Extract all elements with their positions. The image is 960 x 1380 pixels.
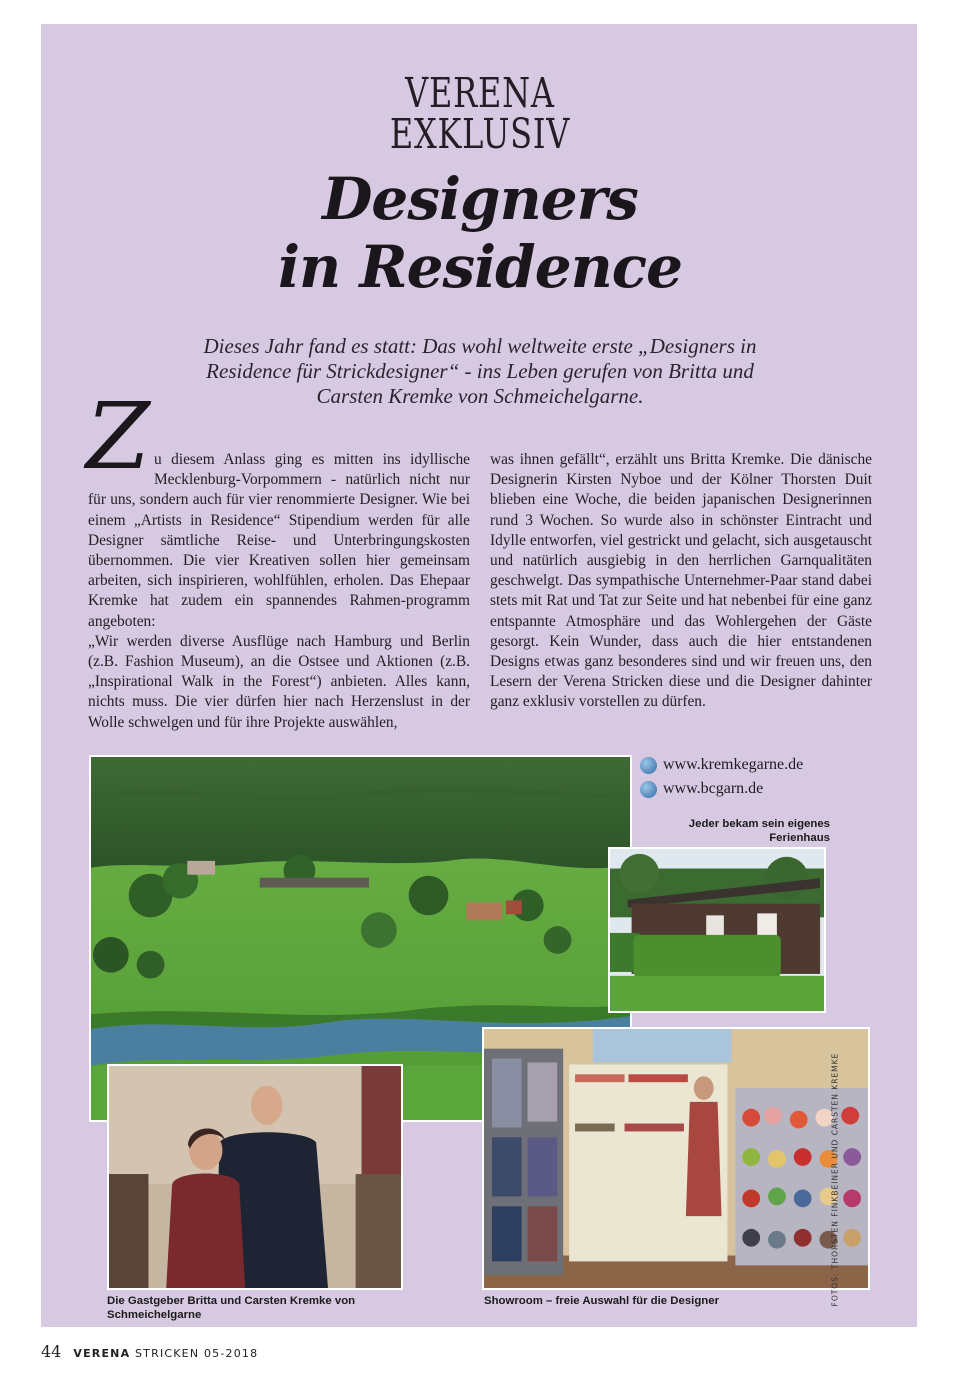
page-footer — [41, 1342, 258, 1361]
article-paragraph-1: u diesem Anlass ging es mitten ins idyllische Mecklenburg-Vorpommern - natürlich nicht nur für uns, sondern auch für vier renommierte Designer. Wie bei einem „Artists in Residence“ Stipendium werden für alle Designer sämtliche Reise- und Unterbringungskosten übernommen. Die vier Kreativen sollen hier gemeinsam arbeiten, sich inspirieren, wohlfühlen, erholen. Das Ehepaar Kremke hat zudem ein spannendes Rahmen-programm angeboten: — [88, 451, 470, 630]
article-paragraph-2: „Wir werden diverse Ausflüge nach Hamburg und Berlin (z.B. Fashion Museum), an die Ostsee und Aktionen (z.B. „Inspirational Walk in the Forest“) anbieten. Alles kann, nichts muss. Die vier dürfen hier nach Herzenslust in der Wolle schwelgen und für ihre Projekte auswählen, — [88, 632, 470, 731]
kicker-line1: VERENA — [405, 69, 555, 117]
lead-line2: Residence für Strickdesigner“ - ins Leben gerufen von Britta und — [206, 359, 754, 383]
title-line1: Designers — [322, 165, 638, 233]
magazine-issue: VERENA STRICKEN 05-2018 — [73, 1347, 259, 1360]
lead-line3: Carsten Kremke von Schmeichelgarne. — [316, 384, 644, 408]
photo-credit: FOTOS: THORSTEN FINKBEINER UND CARSTEN KREMKE — [830, 1052, 840, 1307]
link-text: www.bcgarn.de — [663, 780, 764, 797]
caption-holiday-house: Jeder bekam sein eigenes Ferienhaus — [688, 818, 830, 844]
drop-cap: Z — [86, 383, 150, 490]
link-kremkegarne[interactable] — [640, 756, 803, 774]
page-number: 44 — [41, 1342, 62, 1361]
link-bcgarn[interactable] — [640, 780, 763, 798]
title-line2: in Residence — [277, 233, 683, 301]
link-text: www.kremkegarne.de — [663, 756, 804, 773]
hosts-photo — [107, 1064, 403, 1290]
showroom-photo — [482, 1027, 870, 1290]
article-column-2 — [490, 450, 872, 713]
caption-hosts: Die Gastgeber Britta und Carsten Kremke von Schmeichelgarne — [107, 1295, 356, 1321]
article-paragraph-3: was ihnen gefällt“, erzählt uns Britta Kremke. Die dänische Designerin Kirsten Nyboe und der Kölner Thorsten Duit blieben eine Woche, die beiden japanischen Designerinnen rund 3 Wochen. So wurde also in schönster Eintracht und Idylle entworfen, viel gestrickt und gelacht, sich ausgetauscht und natürlich ausgiebig in den herrlichen Garnqualitäten geschwelgt. Das sympathische Unternehmer-Paar stand dabei stets mit Rat und Tat zur Seite und hat nebenbei für eine ganz entspannte Atmosphäre und das Wohlergehen der Gäste gesorgt. Kein Wunder, dass auch die hier entstandenen Designs etwas ganz besonderes sind und wir freuen uns, den Lesern der Verena Stricken diese und die Designer dahinter ganz exklusiv vorstellen zu dürfen. — [490, 451, 872, 711]
caption-showroom: Showroom – freie Auswahl für die Designer — [484, 1295, 720, 1307]
kicker-line2: EXKLUSIV — [389, 110, 571, 158]
globe-icon — [640, 757, 657, 774]
lead-line1: Dieses Jahr fand es statt: Das wohl weltweite erste „Designers in — [203, 334, 757, 358]
holiday-house-photo — [608, 847, 826, 1013]
article-column-1 — [86, 383, 470, 733]
globe-icon — [640, 781, 657, 798]
